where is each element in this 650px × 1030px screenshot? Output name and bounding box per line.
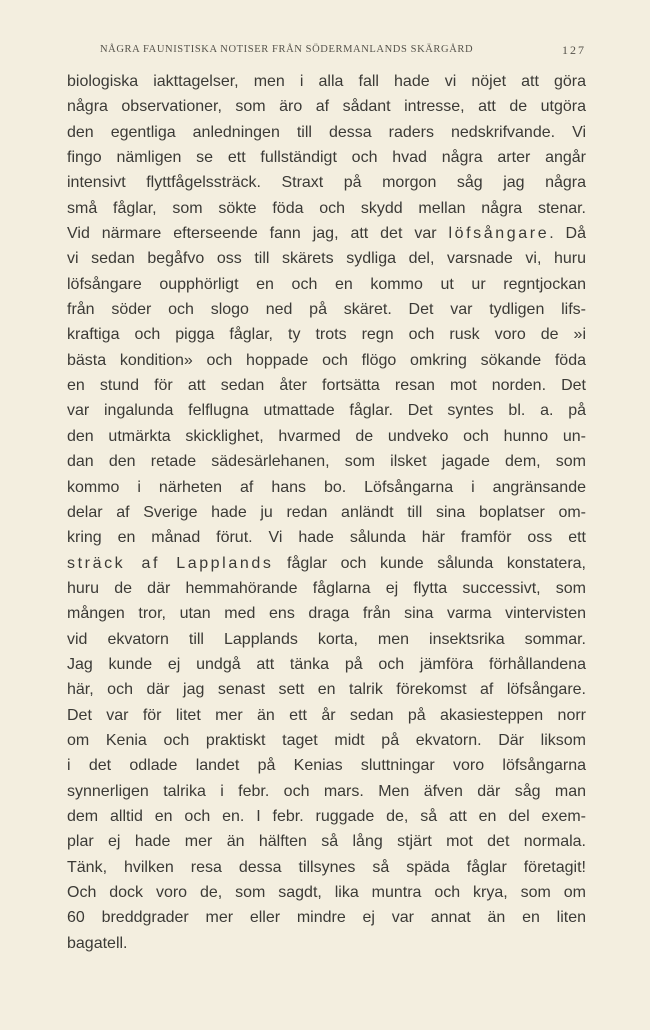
text-line: plar ej hade mer än hälften så lång stjärt mot det normala.	[67, 833, 586, 851]
page-number: 127	[562, 43, 586, 57]
text-line: kommo i närheten af hans bo. Löfsångarna i angränsande	[67, 478, 586, 496]
text-line: dem alltid en och en. I febr. ruggade de, så att en del exem-	[67, 807, 586, 825]
text-line: Och dock voro de, som sagdt, lika muntra och krya, som om	[67, 884, 586, 901]
text-line: små fåglar, som sökte föda och skydd mellan några stenar.	[67, 199, 586, 217]
text-line: bästa kondition» och hoppade och flögo omkring sökande föda	[67, 351, 586, 369]
text-segment: Vid närmare efterseende fann jag, att det var	[67, 225, 449, 243]
text-line: intensivt flyttfågelssträck. Straxt på morgon såg jag några	[67, 174, 586, 192]
text-line: fingo nämligen se ett fullständigt och hvad några arter angår	[67, 149, 586, 167]
text-line: kraftiga och pigga fåglar, ty trots regn och rusk voro de »i	[67, 326, 586, 344]
text-line: biologiska iakttagelser, men i alla fall hade vi nöjet att göra	[67, 73, 586, 90]
text-segment: . Då	[549, 225, 587, 243]
text-line: Tänk, hvilken resa dessa tillsynes så späda fåglar företagit!	[67, 858, 586, 876]
text-line: löfsångare oupphörligt en och en kommo ut ur regntjockan	[67, 275, 586, 293]
text-line: i det odlade landet på Kenias sluttningar voro löfsångarna	[67, 757, 586, 775]
text-line: huru de där hemmahörande fåglarna ej flytta successivt, som	[67, 579, 586, 597]
running-title: NÅGRA FAUNISTISKA NOTISER FRÅN SÖDERMANLANDS SKÄRGÅRD	[100, 44, 474, 55]
spaced-emphasis: löfsångare	[448, 225, 550, 243]
text-line: delar af Sverige hade ju redan anländt till sina boplatser om-	[67, 503, 586, 521]
text-line: Det var för litet mer än ett år sedan på akasiesteppen norr	[67, 706, 586, 724]
text-line: den egentliga anledningen till dessa raders nedskrifvande. Vi	[67, 123, 586, 141]
text-line: Jag kunde ej undgå att tänka på och jämföra förhållandena	[67, 655, 586, 673]
text-line: synnerligen talrika i febr. och mars. Men äfven där såg man	[67, 782, 586, 800]
text-line: vid ekvatorn till Lapplands korta, men insektsrika sommar.	[67, 630, 586, 648]
text-line: här, och där jag senast sett en talrik förekomst af löfsångare.	[67, 681, 586, 699]
text-line: några observationer, som äro af sådant intresse, att de utgöra	[67, 98, 586, 116]
text-line: kring en månad förut. Vi hade sålunda här framför oss ett	[67, 529, 586, 547]
text-line: 60 breddgrader mer eller mindre ej var annat än en liten	[67, 909, 586, 927]
text-line: vi sedan begåfvo oss till skärets sydliga del, varsnade vi, huru	[67, 250, 586, 268]
text-line	[67, 221, 586, 246]
text-line: den utmärkta skicklighet, hvarmed de undveko och hunno un-	[67, 427, 586, 445]
text-line: dan den retade sädesärlehanen, som ilsket jagade dem, som	[67, 453, 586, 471]
text-line	[67, 551, 586, 576]
text-line: bagatell.	[67, 934, 128, 952]
text-line: om Kenia och praktiskt taget midt på ekvatorn. Där liksom	[67, 731, 586, 749]
body-text	[67, 69, 586, 956]
text-segment: fåglar och kunde sålunda konstatera,	[273, 554, 586, 572]
text-line: var ingalunda felflugna utmattade fåglar. Det syntes bl. a. på	[67, 402, 586, 420]
text-line: en stund för att sedan åter fortsätta resan mot norden. Det	[67, 377, 586, 395]
text-line: mången tror, utan med ens draga från sina varma vintervisten	[67, 605, 586, 623]
spaced-emphasis: sträck af Lapplands	[67, 554, 274, 572]
text-line: från söder och slogo ned på skäret. Det var tydligen lifs-	[67, 301, 586, 319]
